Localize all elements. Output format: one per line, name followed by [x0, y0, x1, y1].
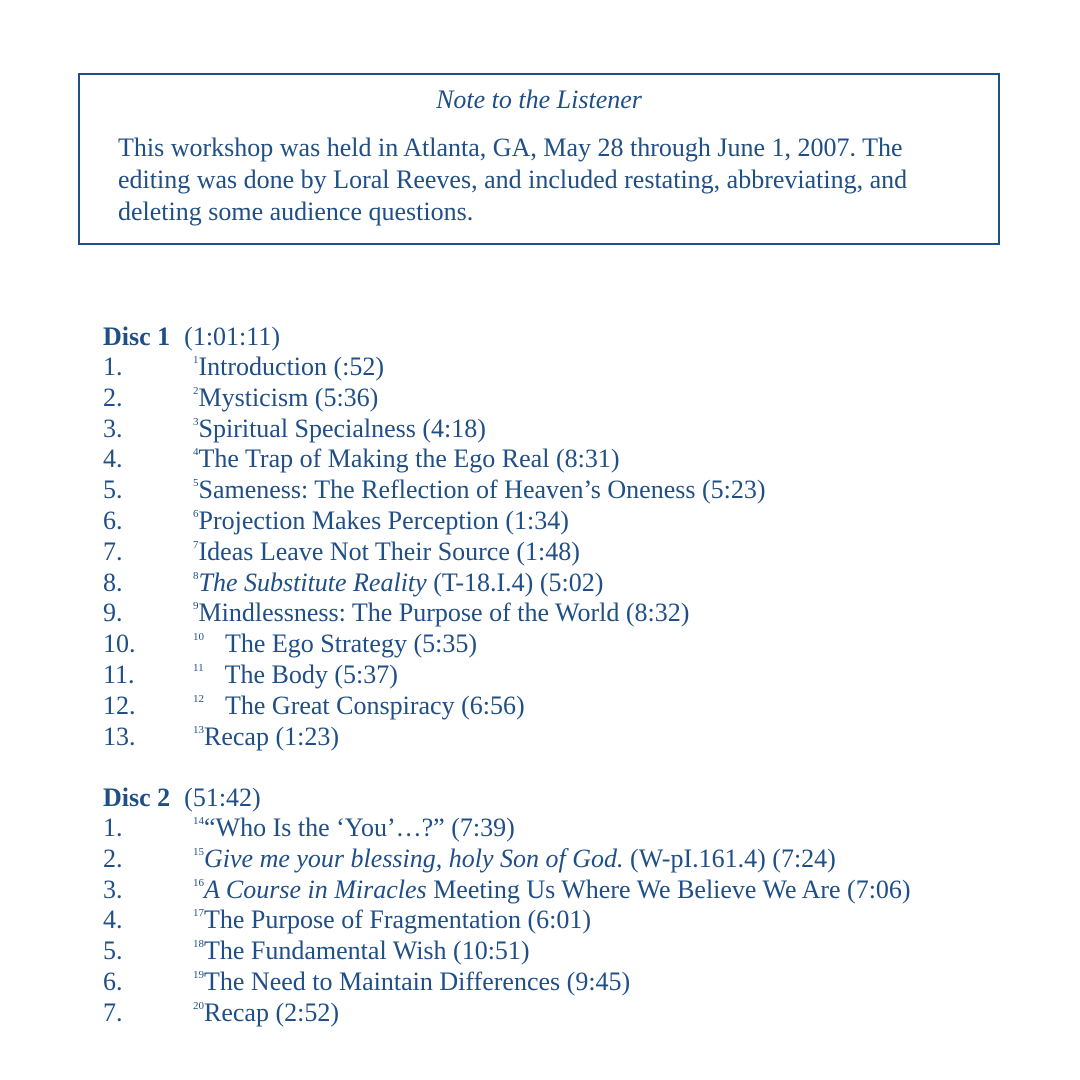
track-number: 4.: [103, 905, 123, 935]
disc-2-section: [103, 782, 911, 1029]
footnote-marker: 5: [193, 477, 199, 490]
track-row: [103, 475, 766, 506]
footnote-marker: 16: [193, 876, 204, 889]
track-entry: [193, 998, 339, 1034]
footnote-marker: 2: [193, 384, 199, 397]
track-title-rest: Meeting Us Where We Believe We Are (7:06): [426, 874, 911, 904]
note-box: [78, 73, 1000, 245]
track-row: [103, 382, 379, 414]
footnote-marker: 11: [193, 661, 204, 674]
footnote-marker: 3: [193, 415, 199, 428]
track-title: Mysticism (5:36): [198, 382, 379, 412]
footnote-marker: 10: [193, 631, 204, 644]
track-title: Recap (1:23): [204, 721, 340, 751]
track-title: Ideas Leave Not Their Source (1:48): [198, 536, 580, 566]
footnote-marker: 14: [193, 815, 204, 827]
footnote-marker: 7: [193, 538, 199, 551]
track-title: Sameness: The Reflection of Heaven’s Oneness (5:23): [198, 475, 766, 505]
disc-heading: [103, 321, 280, 352]
track-title: The Trap of Making the Ego Real (8:31): [198, 444, 620, 474]
disc-duration: (1:01:11): [184, 322, 280, 351]
track-number: 7.: [103, 997, 123, 1027]
track-number: 13.: [103, 721, 136, 751]
track-number: 3.: [103, 413, 123, 443]
track-number: 4.: [103, 444, 123, 474]
track-row: [103, 659, 398, 691]
footnote-marker: 4: [193, 446, 199, 459]
note-title: Note to the Listener: [436, 85, 642, 114]
track-title-italic: A Course in Miracles: [204, 874, 427, 904]
track-number: 2.: [103, 382, 123, 412]
track-row: [103, 690, 525, 722]
track-title: Spiritual Specialness (4:18): [198, 413, 486, 443]
note-line: editing was done by Loral Reeves, and included restating, abbreviating, and: [118, 165, 908, 194]
track-title-rest: (W-pI.161.4) (7:24): [623, 843, 836, 873]
track-number: 8.: [103, 567, 123, 597]
track-number: 7.: [103, 536, 123, 566]
footnote-marker: 12: [193, 692, 204, 705]
track-number: 12.: [103, 690, 136, 720]
track-row: [103, 843, 836, 875]
track-number: 3.: [103, 874, 123, 904]
track-title-italic: Give me your blessing, holy Son of God.: [204, 843, 624, 873]
disc-heading: [103, 782, 261, 813]
track-row: [103, 997, 340, 1029]
track-number: 10.: [103, 629, 136, 659]
track-row: [103, 905, 592, 936]
disc-duration: (51:42): [184, 783, 261, 812]
track-title: “Who Is the ‘You’…?” (7:39): [204, 813, 515, 842]
track-row: [103, 629, 477, 660]
disc-label: Disc 1: [103, 322, 171, 351]
track-title: Projection Makes Perception (1:34): [198, 505, 569, 535]
track-title: The Need to Maintain Differences (9:45): [204, 966, 631, 996]
track-row: [103, 598, 690, 629]
footnote-marker: 9: [193, 600, 199, 613]
track-title: The Fundamental Wish (10:51): [204, 936, 530, 966]
track-title-rest: (T-18.I.4) (5:02): [426, 567, 604, 597]
note-line: This workshop was held in Atlanta, GA, May 28 through June 1, 2007. The: [118, 133, 903, 162]
track-row: [103, 444, 620, 475]
track-row: [103, 505, 569, 537]
track-row: [103, 966, 631, 998]
track-number: 9.: [103, 598, 123, 628]
track-title: Introduction (:52): [198, 352, 385, 381]
track-entry: [193, 722, 339, 758]
track-number: 5.: [103, 475, 123, 505]
track-row: [103, 567, 604, 599]
track-row: [103, 813, 515, 844]
footnote-marker: 15: [193, 845, 204, 858]
track-number: 2.: [103, 843, 123, 873]
disc-1-section: [103, 321, 766, 752]
track-title: The Ego Strategy (5:35): [225, 629, 477, 659]
note-body: [118, 132, 968, 228]
track-number: 1.: [103, 813, 123, 842]
track-row: [103, 536, 580, 568]
footnote-marker: 1: [193, 354, 199, 366]
track-number: 6.: [103, 505, 123, 535]
track-row: [103, 936, 530, 967]
track-title: The Body (5:37): [224, 659, 398, 689]
track-title: Recap (2:52): [204, 997, 340, 1027]
footnote-marker: 20: [193, 999, 204, 1012]
track-row: [103, 721, 340, 753]
track-title: The Great Conspiracy (6:56): [225, 690, 525, 720]
track-title: The Purpose of Fragmentation (6:01): [204, 905, 592, 935]
footnote-marker: 8: [193, 569, 199, 582]
track-row: [103, 413, 486, 445]
track-number: 11.: [103, 659, 135, 689]
track-title-italic: The Substitute Reality: [198, 567, 427, 597]
track-number: 6.: [103, 966, 123, 996]
footnote-marker: 18: [193, 938, 204, 951]
track-row: [103, 352, 385, 383]
disc-label: Disc 2: [103, 783, 171, 812]
footnote-marker: 13: [193, 723, 204, 736]
track-title: Mindlessness: The Purpose of the World (8:32): [198, 598, 690, 628]
track-number: 1.: [103, 352, 123, 381]
footnote-marker: 17: [193, 907, 204, 920]
track-number: 5.: [103, 936, 123, 966]
footnote-marker: 19: [193, 968, 204, 981]
track-row: [103, 874, 911, 906]
note-line: deleting some audience questions.: [118, 197, 474, 226]
footnote-marker: 6: [193, 507, 199, 520]
